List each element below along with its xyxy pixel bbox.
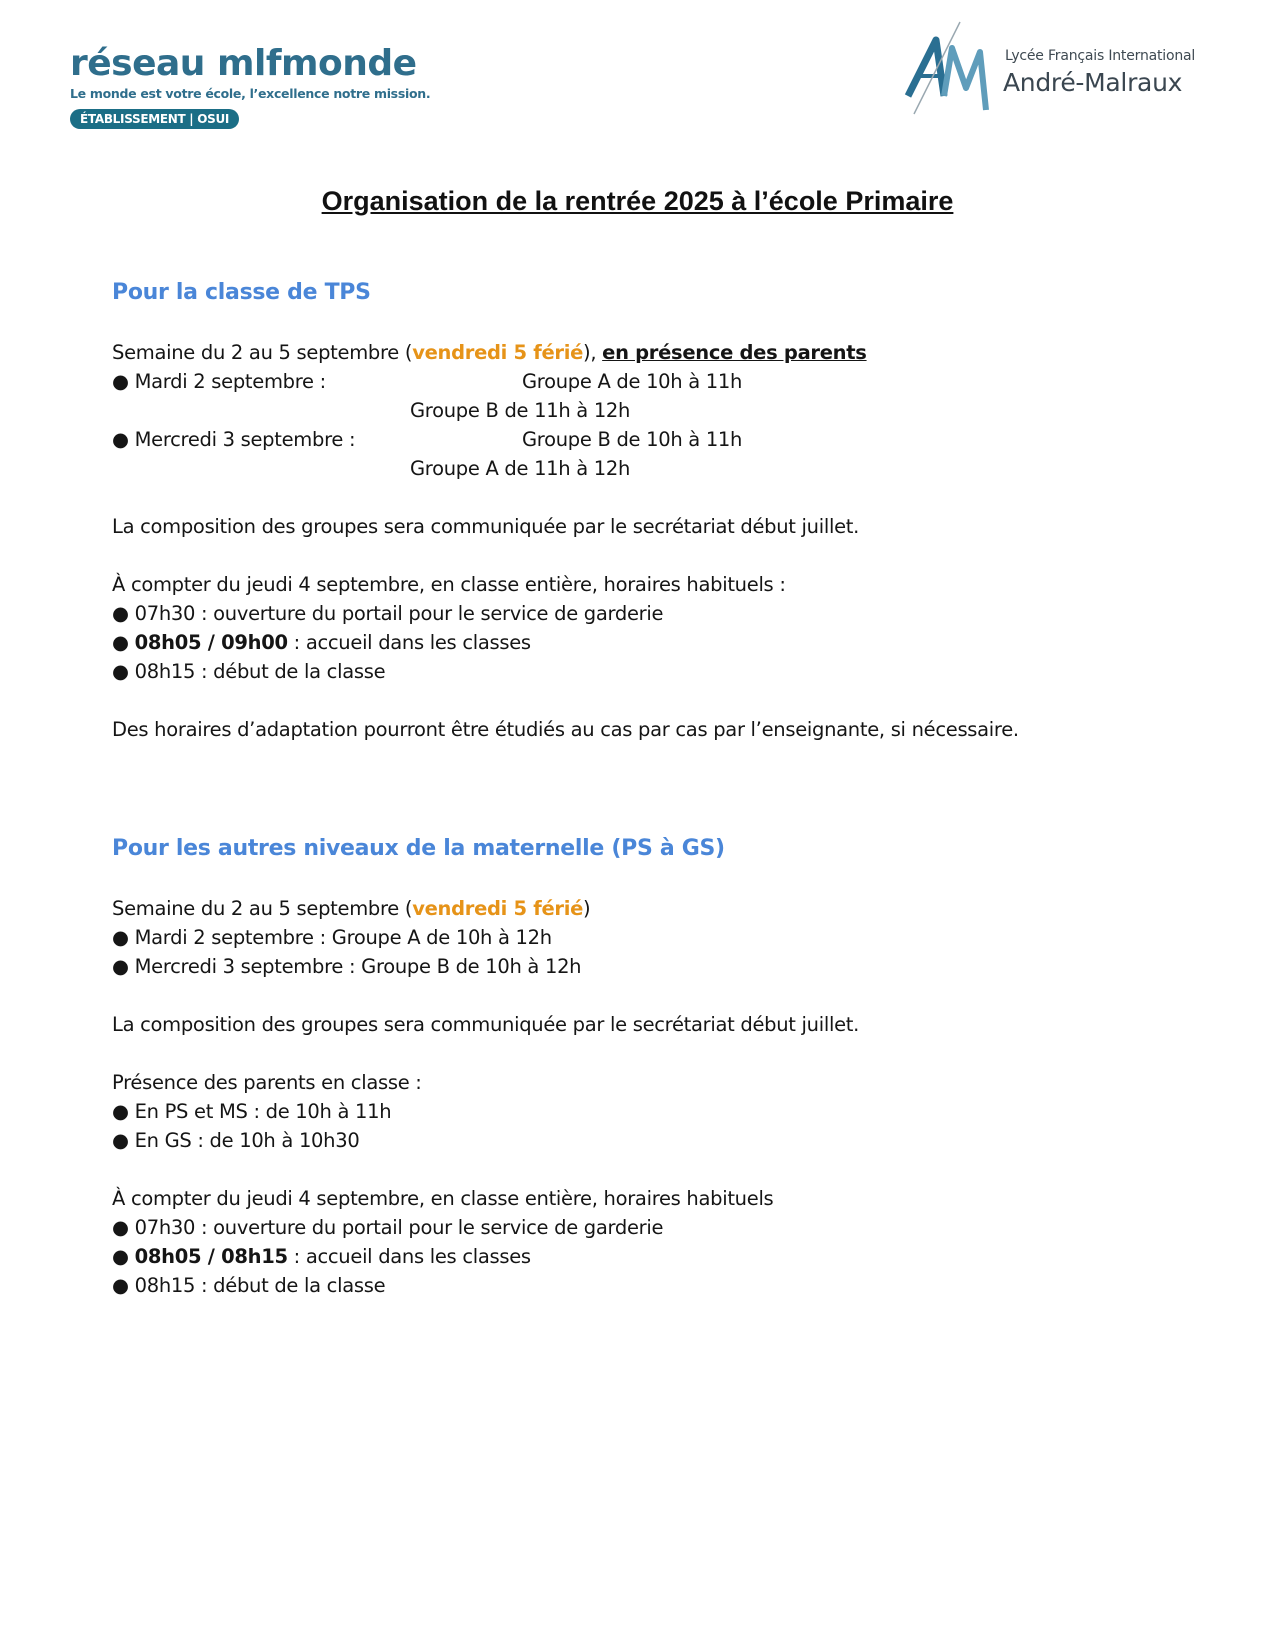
tps-week-line xyxy=(112,338,867,368)
mlfmonde-tagline: Le monde est votre école, l’excellence notre mission. xyxy=(70,86,431,101)
mat-week-line xyxy=(112,894,590,924)
mat-schedule-2-bullet: ● xyxy=(112,1245,135,1268)
mat-parents-1: ● En PS et MS : de 10h à 11h xyxy=(112,1100,392,1123)
tps-day1-group1: Groupe A de 10h à 11h xyxy=(522,370,743,393)
tps-adaptation: Des horaires d’adaptation pourront être étudiés au cas par cas par l’enseignante, si nécessaire. xyxy=(112,718,1019,741)
mat-day1: ● Mardi 2 septembre : Groupe A de 10h à 12h xyxy=(112,926,552,949)
section-heading-maternelle: Pour les autres niveaux de la maternelle (PS à GS) xyxy=(112,836,725,861)
mlfmonde-name: réseau mlfmonde xyxy=(70,43,417,84)
tps-day2-group1: Groupe B de 10h à 11h xyxy=(522,428,743,451)
tps-day2-row xyxy=(112,425,743,455)
tps-holiday-text: vendredi 5 férié xyxy=(412,341,584,364)
lfi-name: André-Malraux xyxy=(1003,68,1183,97)
tps-day2-group2: Groupe A de 11h à 12h xyxy=(410,457,631,480)
tps-parents-text: en présence des parents xyxy=(602,341,867,364)
mat-week-prefix: Semaine du 2 au 5 septembre ( xyxy=(112,897,413,920)
tps-week-prefix: Semaine du 2 au 5 septembre ( xyxy=(112,341,413,364)
mat-schedule-2-time: 08h05 / 08h15 xyxy=(134,1245,288,1268)
mat-schedule-1: ● 07h30 : ouverture du portail pour le service de garderie xyxy=(112,1216,664,1239)
page-title: Organisation de la rentrée 2025 à l’école Primaire xyxy=(321,186,954,216)
tps-schedule-1: ● 07h30 : ouverture du portail pour le service de garderie xyxy=(112,602,664,625)
mat-week-suffix: ) xyxy=(583,897,591,920)
tps-day1-group2: Groupe B de 11h à 12h xyxy=(410,399,631,422)
mlfmonde-badge: ÉTABLISSEMENT | OSUI xyxy=(70,109,239,129)
andre-malraux-logo xyxy=(900,18,1210,118)
tps-schedule-2 xyxy=(112,628,531,658)
tps-day1-label: ● Mardi 2 septembre : xyxy=(112,370,326,393)
tps-schedule-2-time: 08h05 / 09h00 xyxy=(134,631,288,654)
mat-schedule-3: ● 08h15 : début de la classe xyxy=(112,1274,386,1297)
mat-holiday-text: vendredi 5 férié xyxy=(412,897,584,920)
tps-schedule-3: ● 08h15 : début de la classe xyxy=(112,660,386,683)
mlfmonde-logo xyxy=(70,44,430,129)
tps-schedule-2-text: : accueil dans les classes xyxy=(287,631,531,654)
am-monogram-icon xyxy=(900,18,1000,118)
tps-day2-label: ● Mercredi 3 septembre : xyxy=(112,428,356,451)
section-heading-tps: Pour la classe de TPS xyxy=(112,280,371,305)
tps-day1-row xyxy=(112,367,743,397)
mat-schedule-2 xyxy=(112,1242,531,1272)
mat-parents-title: Présence des parents en classe : xyxy=(112,1071,422,1094)
lfi-subtitle: Lycée Français International xyxy=(1005,48,1196,64)
mat-day2: ● Mercredi 3 septembre : Groupe B de 10h à 12h xyxy=(112,955,582,978)
mat-parents-2: ● En GS : de 10h à 10h30 xyxy=(112,1129,360,1152)
tps-from-thursday: À compter du jeudi 4 septembre, en classe entière, horaires habituels : xyxy=(112,573,786,596)
tps-schedule-2-bullet: ● xyxy=(112,631,135,654)
mat-composition: La composition des groupes sera communiquée par le secrétariat début juillet. xyxy=(112,1013,860,1036)
tps-composition: La composition des groupes sera communiquée par le secrétariat début juillet. xyxy=(112,515,860,538)
mat-from-thursday: À compter du jeudi 4 septembre, en classe entière, horaires habituels xyxy=(112,1187,774,1210)
mat-schedule-2-text: : accueil dans les classes xyxy=(287,1245,531,1268)
tps-week-mid: ), xyxy=(583,341,603,364)
